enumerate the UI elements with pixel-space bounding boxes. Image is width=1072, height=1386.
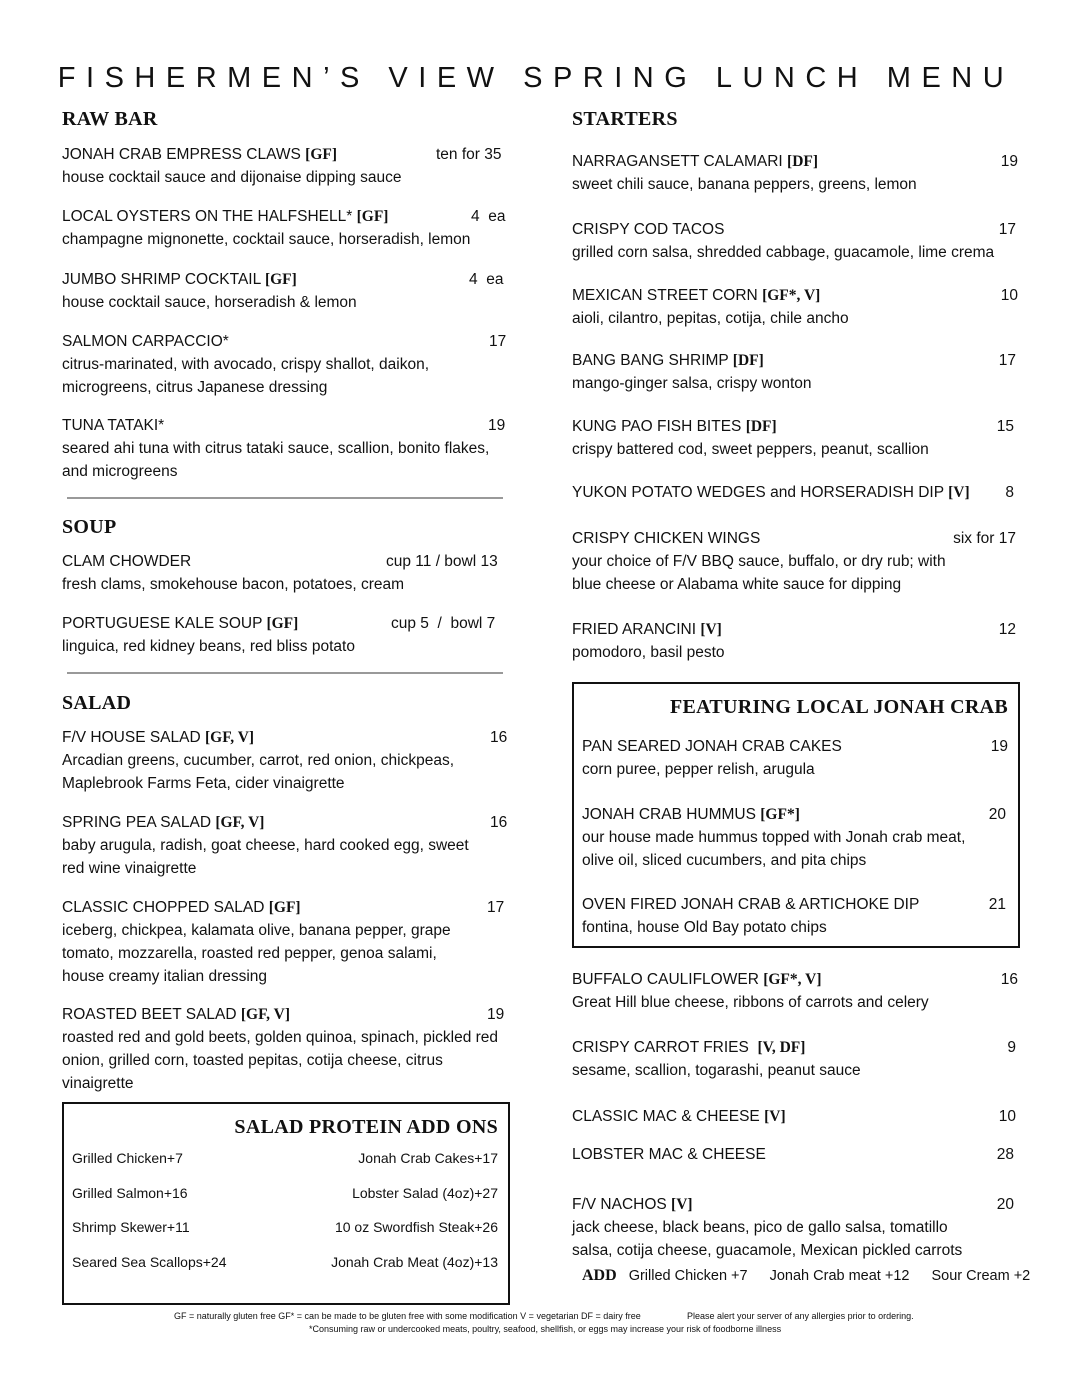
- item-price: cup 11 / bowl 13: [386, 553, 498, 570]
- item-price: 4 ea: [469, 271, 504, 288]
- item-description: sesame, scallion, togarashi, peanut sauce: [572, 1062, 861, 1079]
- item-price: 20: [996, 1196, 1014, 1213]
- item-description: our house made hummus topped with Jonah crab meat, olive oil, sliced cucumbers, and pita chips: [582, 829, 966, 869]
- menu-item: [62, 414, 506, 483]
- item-price: 20: [988, 806, 1006, 823]
- section-divider: [67, 497, 503, 499]
- menu-item: [572, 1193, 1018, 1262]
- addon-item: Shrimp Skewer+11: [72, 1219, 190, 1235]
- menu-item: [62, 550, 506, 596]
- menu-item: [572, 481, 1018, 504]
- item-name: F/V NACHOS: [572, 1196, 667, 1213]
- dietary-tag: [GF*]: [760, 806, 800, 823]
- menu-item: [572, 1143, 1018, 1166]
- item-price: 12: [998, 621, 1016, 638]
- item-price: 16: [1000, 971, 1018, 988]
- add-label: ADD: [582, 1267, 617, 1284]
- item-name: PAN SEARED JONAH CRAB CAKES: [582, 738, 842, 755]
- menu-item: [572, 218, 1018, 264]
- consumption-warning: *Consuming raw or undercooked meats, poultry, seafood, shellfish, or eggs may increase your risk of foodborne illness: [309, 1324, 782, 1334]
- item-price: 16: [490, 814, 508, 831]
- dietary-tag: [GF, V]: [215, 814, 265, 831]
- menu-item: [62, 612, 506, 658]
- dietary-legend: GF = naturally gluten free GF* = can be made to be gluten free with some modification V = vegetarian DF = dairy free: [174, 1311, 641, 1321]
- addon-item: 10 oz Swordfish Steak+26: [334, 1219, 498, 1235]
- dietary-tag: [GF]: [305, 146, 338, 163]
- item-price: 19: [488, 417, 506, 434]
- item-price: 15: [996, 418, 1014, 435]
- item-name: TUNA TATAKI*: [62, 417, 165, 434]
- menu-item: [572, 150, 1018, 196]
- dietary-tag: [GF]: [356, 208, 389, 225]
- item-name: JUMBO SHRIMP COCKTAIL: [62, 271, 261, 288]
- item-description: pomodoro, basil pesto: [572, 644, 725, 661]
- item-price: 4 ea: [471, 208, 506, 225]
- item-name: CRISPY CARROT FRIES: [572, 1039, 758, 1056]
- item-description: Arcadian greens, cucumber, carrot, red onion, chickpeas, Maplebrook Farms Feta, cider vinaigrette: [62, 752, 455, 792]
- addons-heading: SALAD PROTEIN ADD ONS: [234, 1116, 498, 1138]
- item-description: fresh clams, smokehouse bacon, potatoes, cream: [62, 576, 405, 593]
- item-name: ROASTED BEET SALAD: [62, 1006, 237, 1023]
- jonah-crab-heading: FEATURING LOCAL JONAH CRAB: [669, 696, 1008, 718]
- menu-item: [62, 268, 506, 314]
- dietary-tag: [V]: [764, 1108, 786, 1125]
- menu-item: [582, 735, 1008, 781]
- item-description: sweet chili sauce, banana peppers, greens, lemon: [572, 176, 917, 193]
- item-description: fontina, house Old Bay potato chips: [582, 919, 827, 936]
- item-description: jack cheese, black beans, pico de gallo salsa, tomatillo salsa, cotija cheese, guacamole, Mexican pickled carrots: [572, 1219, 963, 1259]
- item-price: 19: [990, 738, 1008, 755]
- dietary-tag: [DF]: [745, 418, 777, 435]
- item-description: your choice of F/V BBQ sauce, buffalo, or dry rub; with blue cheese or Alabama white sauce for dipping: [572, 553, 946, 593]
- item-price: 9: [1007, 1039, 1016, 1056]
- addon-item: Seared Sea Scallops+24: [72, 1254, 227, 1270]
- section-divider: [67, 672, 503, 674]
- item-description: mango-ginger salsa, crispy wonton: [572, 375, 812, 392]
- item-name: MEXICAN STREET CORN: [572, 287, 758, 304]
- item-name: BUFFALO CAULIFLOWER: [572, 971, 759, 988]
- item-description: house cocktail sauce and dijonaise dipping sauce: [62, 169, 402, 186]
- salad-addons-box: [62, 1102, 510, 1305]
- item-name: JONAH CRAB HUMMUS: [582, 806, 756, 823]
- menu-item: [582, 803, 1006, 872]
- dietary-tag: [V]: [671, 1196, 693, 1213]
- item-description: corn puree, pepper relish, arugula: [582, 761, 815, 778]
- add-on-option: Grilled Chicken +7: [628, 1268, 748, 1284]
- item-price: 19: [1000, 153, 1018, 170]
- item-description: linguica, red kidney beans, red bliss potato: [62, 638, 355, 655]
- menu-item: [62, 205, 506, 251]
- dietary-tag: [V, DF]: [757, 1039, 806, 1056]
- dietary-tag: [GF]: [266, 615, 299, 632]
- item-description: baby arugula, radish, goat cheese, hard cooked egg, sweet red wine vinaigrette: [62, 837, 469, 877]
- salad-heading: SALAD: [62, 692, 132, 714]
- item-name: PORTUGUESE KALE SOUP: [62, 615, 267, 632]
- item-price: 17: [998, 221, 1016, 238]
- item-name: OVEN FIRED JONAH CRAB & ARTICHOKE DIP: [582, 896, 920, 913]
- item-description: seared ahi tuna with citrus tataki sauce, scallion, bonito flakes, and microgreens: [62, 440, 490, 480]
- item-name: CLAM CHOWDER: [62, 553, 192, 570]
- addon-item: Jonah Crab Meat (4oz)+13: [331, 1254, 498, 1270]
- addon-item: Lobster Salad (4oz)+27: [352, 1185, 498, 1201]
- menu-item: [572, 284, 1018, 330]
- menu-item: [62, 726, 506, 795]
- dietary-tag: [GF, V]: [240, 1006, 290, 1023]
- item-price: 10: [998, 1108, 1016, 1125]
- menu-item: [572, 1105, 1018, 1128]
- item-price: cup 5 / bowl 7: [391, 615, 496, 632]
- item-name: CRISPY COD TACOS: [572, 221, 725, 238]
- dietary-tag: [DF]: [732, 352, 764, 369]
- addon-item: Jonah Crab Cakes+17: [358, 1150, 498, 1166]
- item-price: six for 17: [953, 530, 1016, 547]
- item-name: CRISPY CHICKEN WINGS: [572, 530, 761, 547]
- menu-item: [572, 349, 1018, 395]
- menu-item: [572, 968, 1018, 1014]
- menu-item: [62, 896, 506, 988]
- item-price: ten for 35: [436, 146, 502, 163]
- menu-item: [582, 893, 1006, 939]
- jonah-crab-feature-box: [572, 682, 1020, 948]
- item-name: NARRAGANSETT CALAMARI: [572, 153, 783, 170]
- menu-item: [62, 330, 506, 399]
- menu-item: [572, 618, 1018, 664]
- item-price: 19: [487, 1006, 505, 1023]
- menu-item: [62, 1003, 506, 1095]
- menu-item: [572, 415, 1018, 461]
- dietary-tag: [V]: [948, 484, 970, 501]
- item-description: house cocktail sauce, horseradish & lemon: [62, 294, 357, 311]
- item-name: SPRING PEA SALAD: [62, 814, 212, 831]
- item-name: SALMON CARPACCIO*: [62, 333, 229, 350]
- item-price: 17: [489, 333, 507, 350]
- item-name: CLASSIC MAC & CHEESE: [572, 1108, 760, 1125]
- allergy-notice: Please alert your server of any allergies prior to ordering.: [687, 1311, 914, 1321]
- item-price: 17: [998, 352, 1016, 369]
- item-price: 16: [490, 729, 508, 746]
- item-description: citrus-marinated, with avocado, crispy shallot, daikon, microgreens, citrus Japanese dressing: [62, 356, 429, 396]
- dietary-tag: [GF*, V]: [763, 971, 822, 988]
- item-price: 21: [988, 896, 1006, 913]
- item-name: FRIED ARANCINI: [572, 621, 697, 638]
- soup-heading: SOUP: [62, 516, 117, 538]
- dietary-tag: [GF]: [268, 899, 301, 916]
- item-price: 17: [487, 899, 505, 916]
- item-name: LOCAL OYSTERS ON THE HALFSHELL*: [62, 208, 353, 225]
- starters-heading: STARTERS: [572, 108, 678, 130]
- item-price: 10: [1000, 287, 1018, 304]
- item-description: grilled corn salsa, shredded cabbage, guacamole, lime crema: [572, 244, 995, 261]
- menu-item: [572, 527, 1018, 596]
- add-on-option: Sour Cream +2: [931, 1268, 1031, 1284]
- raw-bar-heading: RAW BAR: [62, 108, 158, 130]
- dietary-tag: [DF]: [787, 153, 819, 170]
- item-name: LOBSTER MAC & CHEESE: [572, 1146, 766, 1163]
- item-name: BANG BANG SHRIMP: [572, 352, 729, 369]
- menu-item: [572, 1036, 1018, 1082]
- item-description: iceberg, chickpea, kalamata olive, banana pepper, grape tomato, mozzarella, roasted red pepper, genoa salami, house creamy italian dressing: [62, 922, 451, 985]
- item-name: KUNG PAO FISH BITES: [572, 418, 742, 435]
- dietary-tag: [GF]: [264, 271, 297, 288]
- addon-item: Grilled Salmon+16: [72, 1185, 188, 1201]
- item-description: Great Hill blue cheese, ribbons of carrots and celery: [572, 994, 929, 1011]
- add-on-option: Jonah Crab meat +12: [769, 1268, 910, 1284]
- dietary-tag: [V]: [700, 621, 722, 638]
- nachos-add-ons: [582, 1267, 1030, 1285]
- item-description: crispy battered cod, sweet peppers, peanut, scallion: [572, 441, 929, 458]
- menu-item: [62, 143, 506, 189]
- item-description: roasted red and gold beets, golden quinoa, spinach, pickled red onion, grilled corn, toasted pepitas, cotija cheese, citrus vinaigrette: [62, 1029, 499, 1092]
- dietary-tag: [GF, V]: [205, 729, 255, 746]
- menu-title: FISHERMEN’S VIEW SPRING LUNCH MENU: [57, 62, 1015, 94]
- item-price: 28: [996, 1146, 1014, 1163]
- item-name: JONAH CRAB EMPRESS CLAWS: [62, 146, 301, 163]
- addon-item: Grilled Chicken+7: [72, 1150, 183, 1166]
- item-name: CLASSIC CHOPPED SALAD: [62, 899, 265, 916]
- item-description: champagne mignonette, cocktail sauce, horseradish, lemon: [62, 231, 471, 248]
- item-name: YUKON POTATO WEDGES and HORSERADISH DIP: [572, 484, 944, 501]
- dietary-tag: [GF*, V]: [762, 287, 821, 304]
- menu-item: [62, 811, 506, 880]
- item-description: aioli, cilantro, pepitas, cotija, chile ancho: [572, 310, 849, 327]
- item-price: 8: [1005, 484, 1014, 501]
- item-name: F/V HOUSE SALAD: [62, 729, 201, 746]
